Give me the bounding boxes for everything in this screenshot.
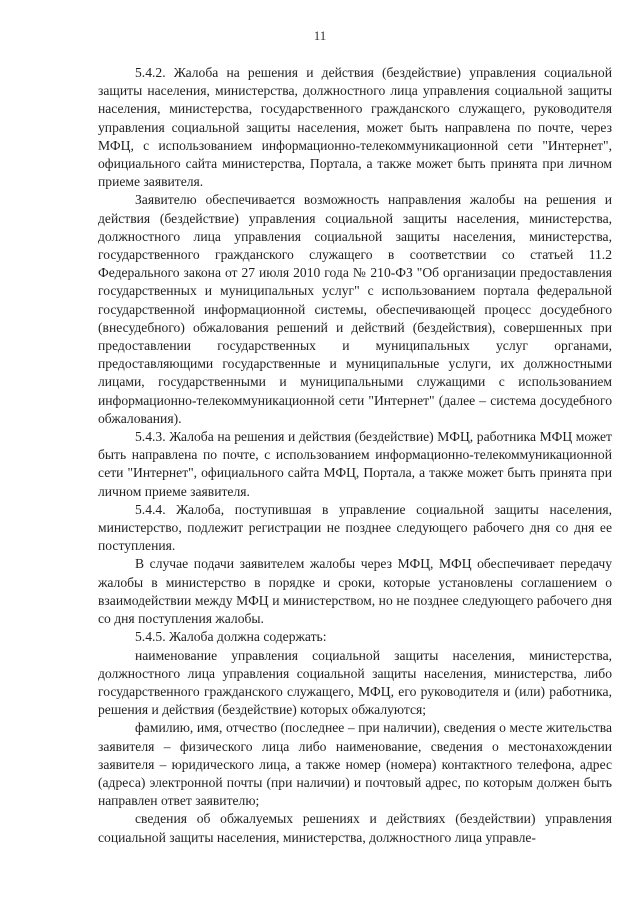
paragraph-5-4-4: 5.4.4. Жалоба, поступившая в управление социальной защиты населения, министерство, подлежит регистрации не позднее следующего рабочего дня со дня ее поступления.: [98, 501, 612, 554]
paragraph-5-4-2: 5.4.2. Жалоба на решения и действия (бездействие) управления социальной защиты населения, министерства, должностного лица управления социальной защиты населения, министерства, государственного гражданского служащего, руководителя управления социальной защиты населения, может быть направлена по почте, через МФЦ, с использованием информационно-телекоммуникационной сети "Интернет", официального сайта министерства, Портала, а также может быть принята при личном приеме заявителя.: [98, 65, 612, 190]
paragraph-5-4-5: 5.4.5. Жалоба должна содержать:: [135, 629, 327, 645]
paragraph-complaint-system: Заявителю обеспечивается возможность направления жалобы на решения и действия (бездействие) управления социальной защиты населения, министерства, должностного лица управления социальной защиты населения, министерства, государственного гражданского служащего в соответствии со статьей 11.2 Федерального закона от 27 июля 2010 года № 210-ФЗ "Об организации предоставления государственных и муниципальных услуг" с использованием портала федеральной государственной информационной системы, обеспечивающей процесс досудебного (внесудебного) обжалования решений и действий (бездействия), совершенных при предоставлении государственных и муниципальных услуг органами, предоставляющими государственные и муниципальные услуги, их должностными лицами, государственными и муниципальными служащими с использованием информационно-телекоммуникационной сети "Интернет" (далее – система досудебного обжалования).: [98, 192, 612, 426]
paragraph-item-applicant: фамилию, имя, отчество (последнее – при наличии), сведения о месте жительства заявителя – физического лица либо наименование, сведения о местонахождении заявителя – юридического лица, а также номер (номера) контактного телефона, адрес (адреса) электронной почты (при наличии) и почтовый адрес, по которым должен быть направлен ответ заявителю;: [98, 720, 612, 809]
paragraph-item-name: наименование управления социальной защиты населения, министерства, должностного лица управления социальной защиты населения, министерства, либо государственного гражданского служащего, МФЦ, его руководителя и (или) работника, решения и действия (бездействие) которых обжалуются;: [98, 647, 612, 718]
paragraph-5-4-3: 5.4.3. Жалоба на решения и действия (бездействие) МФЦ, работника МФЦ может быть направлена по почте, с использованием информационно-телекоммуникационной сети "Интернет", официального сайта МФЦ, Портала, а также может быть принята при личном приеме заявителя.: [98, 429, 612, 499]
document-body: [98, 64, 612, 847]
paragraph-mfc-transfer: В случае подачи заявителем жалобы через МФЦ, МФЦ обеспечивает передачу жалобы в министерство в порядке и сроки, которые установлены соглашением о взаимодействии между МФЦ и министерством, но не позднее следующего рабочего дня со дня поступления жалобы.: [98, 556, 612, 627]
paragraph-item-decisions: сведения об обжалуемых решениях и действиях (бездействии) управления социальной защиты населения, министерства, должностного лица управле-: [98, 811, 612, 845]
page-number: 11: [313, 28, 327, 43]
